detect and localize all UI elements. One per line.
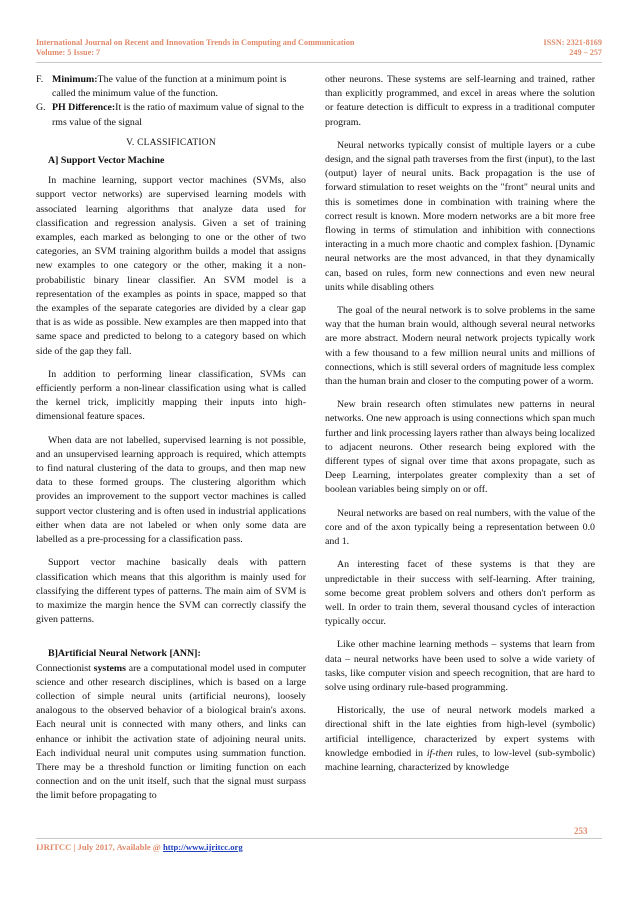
definition-item-ph-difference: G. PH Difference:It is the ratio of maximum value of signal to the rms value of the signal xyxy=(36,102,304,128)
right-column xyxy=(325,73,595,784)
page-number: 253 xyxy=(574,826,588,836)
paragraph: In addition to performing linear classification, SVMs can efficiently perform a non-linear classification using what is called the kernel trick, implicitly mapping their inputs into high-dimensional feature spaces. xyxy=(36,368,306,423)
ann-heading: B]Artificial Neural Network [ANN]: xyxy=(48,648,201,660)
footer-text: IJRITCC | July 2017, Available @ xyxy=(36,842,163,852)
paragraph: other neurons. These systems are self-learning and trained, rather than explicitly programmed, and excel in areas where the solution or feature detection is difficult to express in a traditional computer program. xyxy=(325,74,595,128)
journal-title: International Journal on Recent and Innovation Trends in Computing and Communication xyxy=(36,38,355,47)
paragraph: Connectionist systems are a computational model used in computer science and other research disciplines, which is based on a large collection of simple neural units (artificial neurons), loosely analogous to the observed behavior of a biological brain's axons. Each neural unit is connected with many others, and links can enhance or inhibit the activation state of adjoining neural units. Each individual neural unit computes using summation function. There may be a threshold function or limiting function on each connection and on the unit itself, such that the signal must surpass the limit before propagating to xyxy=(36,662,307,802)
issn: ISSN: 2321-8169 xyxy=(543,38,602,47)
paragraph: The goal of the neural network is to solve problems in the same way that the human brain would, although several neural networks are more abstract. Modern neural network projects typically work with a few thousand to a few million neural units and millions of connections, which is still several orders of magnitude less complex than the human brain and closer to the computing power of a worm. xyxy=(325,305,595,388)
paragraph: Neural networks are based on real numbers, with the value of the core and of the axon typically being a representation between 0.0 and 1. xyxy=(325,507,595,548)
page-range: 249 – 257 xyxy=(569,48,602,57)
term-minimum: Minimum: xyxy=(52,74,98,85)
term-ph-difference: PH Difference: xyxy=(52,102,116,114)
header-divider xyxy=(36,62,602,63)
svm-heading: A] Support Vector Machine xyxy=(48,155,165,167)
page-header xyxy=(36,38,602,58)
paragraph: An interesting facet of these systems is that they are unpredictable in their success with self-learning. After training, some become great problem solvers and others don't perform as well. In order to train them, several thousand cycles of interaction typically occur. xyxy=(325,559,595,628)
paragraph: Support vector machine basically deals with pattern classification which means that this algorithm is mainly used for classifying the different types of patterns. The main aim of SVM is to maximize the margin hence the SVM can correctly classify the given patterns. xyxy=(36,557,306,626)
page-footer xyxy=(36,842,243,852)
definition-item-minimum: F. Minimum:The value of the function at a minimum point is called the minimum value of the function. xyxy=(36,74,287,100)
paragraph: When data are not labelled, supervised learning is not possible, and an unsupervised learning approach is required, which attempts to find natural clustering of the data to groups, and then map new data to these formed groups. The clustering algorithm which provides an improvement to the support vector machines is called support vector clustering and is often used in industrial applications either when data are not labeled or when only some data are labelled as a pre-processing for a classification pass. xyxy=(36,434,306,546)
paragraph: Neural networks typically consist of multiple layers or a cube design, and the signal path traverses from the first (input), to the last (output) layer of neural units. Back propagation is the use of forward stimulation to reset weights on the "front" neural units and this is sometimes done in combination with training where the correct result is known. More modern networks are a bit more free flowing in terms of stimulation and inhibition with connections interacting in a much more chaotic and complex fashion. [Dynamic neural networks are the most advanced, in that they dynamically can, based on rules, form new connections and even new neural units while disabling others xyxy=(325,139,595,293)
paragraph: Like other machine learning methods – systems that learn from data – neural networks have been used to solve a wide variety of tasks, like computer vision and speech recognition, that are hard to solve using ordinary rule-based programming. xyxy=(325,639,595,693)
paragraph: Historically, the use of neural network models marked a directional shift in the late eighties from high-level (symbolic) artificial intelligence, characterized by expert systems with knowledge embodied in if-then rules, to low-level (sub-symbolic) machine learning, characterized by knowledge xyxy=(325,705,596,773)
volume-issue: Volume: 5 Issue: 7 xyxy=(36,48,101,57)
paragraph: In machine learning, support vector machines (SVMs, also support vector networks) are supervised learning models with associated learning algorithms that analyze data used for classification and regression analysis. Given a set of training examples, each marked as belonging to one or the other of two categories, an SVM training algorithm builds a model that assigns new examples to one category or the other, making it a non-probabilistic binary linear classifier. An SVM model is a representation of the examples as points in space, mapped so that the examples of the separate categories are divided by a clear gap that is as wide as possible. New examples are then mapped into that same space and predicted to belong to a category based on which side of the gap they fall. xyxy=(36,175,306,357)
journal-link[interactable]: http://www.ijritcc.org xyxy=(162,842,243,852)
footer-divider xyxy=(36,838,602,839)
section-heading: V. CLASSIFICATION xyxy=(126,137,216,148)
left-column xyxy=(36,73,306,813)
paragraph: New brain research often stimulates new patterns in neural networks. One new approach is using connections which span much further and link processing layers rather than always being localized to adjacent neurons. Other research being explored with the different types of signal over time that axons propagate, such as Deep Learning, interpolates greater complexity than a set of boolean variables being simply on or off. xyxy=(325,399,595,496)
